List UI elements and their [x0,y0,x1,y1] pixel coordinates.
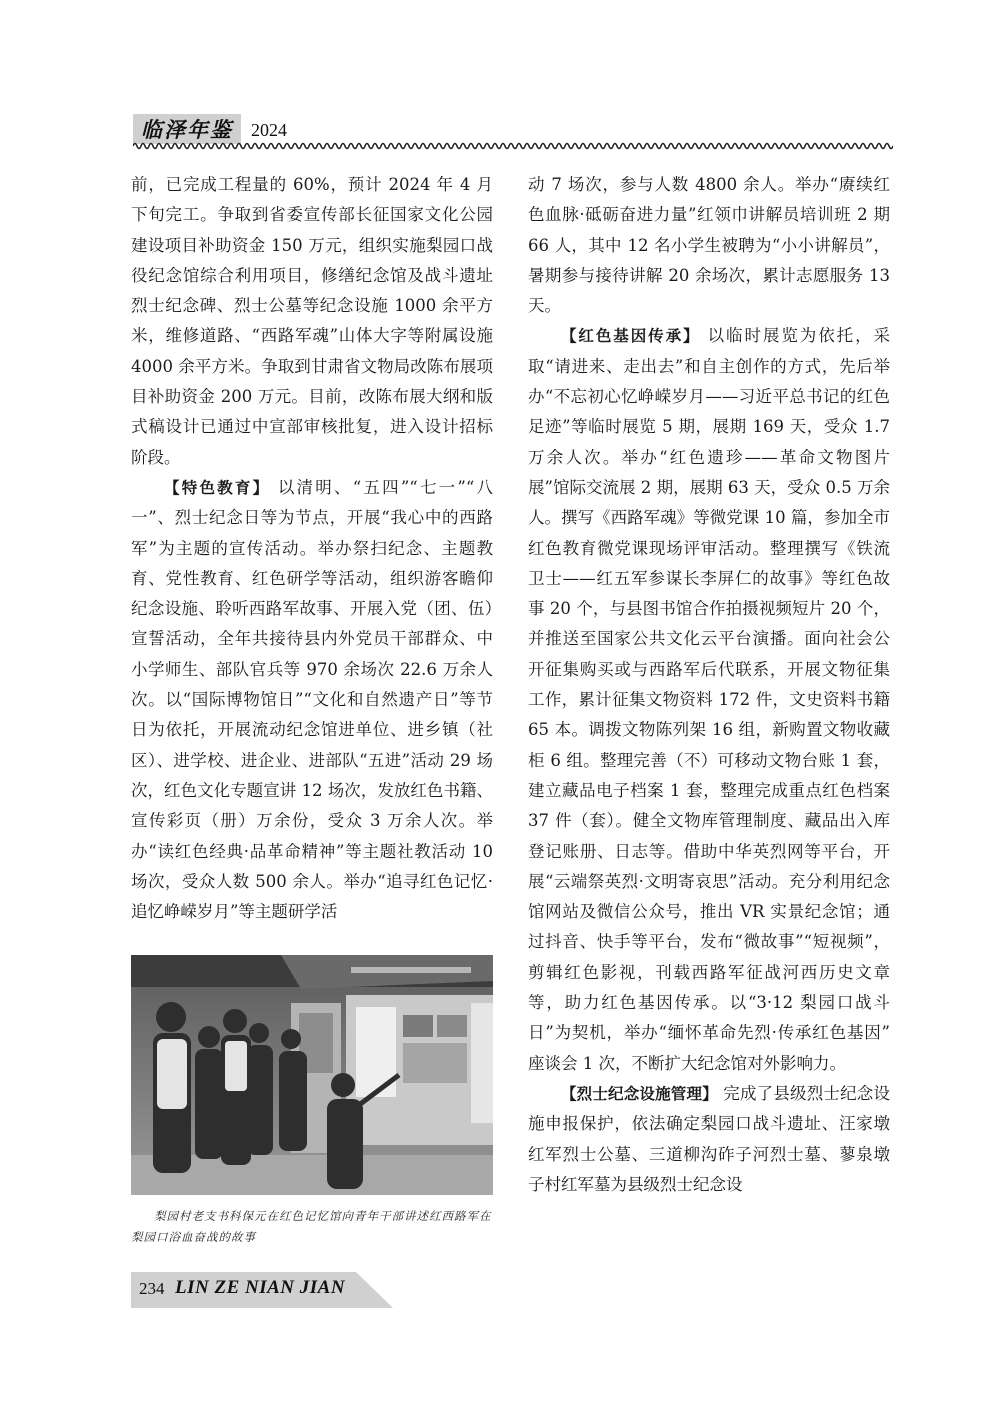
section-label-special-education: 【特色教育】 [164,478,271,497]
paragraph-construction: 前，已完成工程量的 60%，预计 2024 年 4 月下旬完工。争取到省委宣传部长征国家文化公园建设项目补助资金 150 万元，组织实施梨园口战役纪念馆综合利用项目，修缮纪念馆及战斗遗址烈士纪念碑、烈士公墓等纪念设施 1000 余平方米，维修道路、“西路军魂”山体大字等附属设施 4000 余平方米。争取到甘肃省文物局改陈布展项目补助资金 200 万元。目前，改陈布展大纲和版式稿设计已通过中宣部审核批复，进入设计招标阶段。 [131,175,493,467]
left-column [131,170,493,927]
right-column [528,170,890,1200]
paragraph-research-continued: 动 7 场次，参与人数 4800 余人。举办“赓续红色血脉·砥砺奋进力量”红领巾讲解员培训班 2 期 66 人，其中 12 名小学生被聘为“小小讲解员”，暑期参与接待讲解 20 余场次，累计志愿服务 13 天。 [528,175,890,316]
museum-photo-illustration [131,955,493,1195]
paragraph-special-education [131,473,493,927]
header-wave-rule [133,140,893,152]
running-footer [131,1272,401,1308]
section-label-red-gene: 【红色基因传承】 [561,327,701,346]
paragraph-martyr-facilities-text: 完成了县级烈士纪念设施申报保护，依法确定梨园口战斗遗址、汪家墩红军烈士公墓、三道柳沟砟子河烈士墓、蓼泉墩子村红军墓为县级烈士纪念设 [528,1083,890,1194]
running-header [133,114,893,154]
section-label-martyr-facilities: 【烈士纪念设施管理】 [561,1084,718,1103]
footer-title: LIN ZE NIAN JIAN [175,1277,346,1298]
yearbook-title: 临泽年鉴 [141,118,233,142]
paragraph-red-gene-text: 以临时展览为依托，采取“请进来、走出去”和自主创作的方式，先后举办“不忘初心忆峥嵘岁月——习近平总书记的红色足迹”等临时展览 5 期，展期 169 天，受众 1.7 万余人次。举办“红色遗珍——革命文物图片展”馆际交流展 2 期，展期 63 天，受众 0.5 万余人。撰写《西路军魂》等微党课 10 篇，参加全市红色教育微党课现场评审活动。整理撰写《铁流卫士——红五军参谋长李屏仁的故事》等红色故事 20 个，与县图书馆合作拍摄视频短片 20 个，并推送至国家公共文化云平台演播。面向社会公开征集购买或与西路军后代联系，开展文物征集工作，累计征集文物资料 172 件，文史资料书籍 65 本。调拨文物陈列架 16 组，新购置文物收藏柜 6 组。整理完善（不）可移动文物台账 1 套，建立藏品电子档案 1 套，整理完成重点红色档案 37 件（套）。健全文物库管理制度、藏品出入库登记账册、日志等。借助中华英烈网等平台，开展“云端祭英烈·文明寄哀思”活动。充分利用纪念馆网站及微信公众号，推出 VR 实景纪念馆；通过抖音、快手等平台，发布“微故事”“短视频”，剪辑红色影视，刊载西路军征战河西历史文章等，助力红色基因传承。以“3·12 梨园口战斗日”为契机，举办“缅怀革命先烈·传承红色基因” 座谈会 1 次，不断扩大纪念馆对外影响力。 [528,326,890,1073]
paragraph-red-gene [528,321,890,1078]
yearbook-year: 2024 [251,120,287,140]
photo-caption: 梨园村老支书科保元在红色记忆馆向青年干部讲述红西路军在梨园口浴血奋战的故事 [131,1209,492,1244]
museum-photo [131,955,493,1195]
page-number: 234 [139,1279,165,1298]
paragraph-special-education-text: 以清明、“五四”“七一”“八一”、烈士纪念日等为节点，开展“我心中的西路军”为主题的宣传活动。举办祭扫纪念、主题教育、党性教育、红色研学等活动，组织游客瞻仰纪念设施、聆听西路军故事、开展入党（团、伍）宣誓活动，全年共接待县内外党员干部群众、中小学师生、部队官兵等 970 余场次 22.6 万余人次。以“国际博物馆日”“文化和自然遗产日”等节日为依托，开展流动纪念馆进单位、进乡镇（社区）、进学校、进企业、进部队“五进”活动 29 场次，红色文化专题宣讲 12 场次，发放红色书籍、宣传彩页（册）万余份，受众 3 万余人次。举办“读红色经典·品革命精神”等主题社教活动 10 场次，受众人数 500 余人。举办“追寻红色记忆·追忆峥嵘岁月”等主题研学活 [131,477,493,922]
paragraph-martyr-facilities [528,1079,890,1200]
